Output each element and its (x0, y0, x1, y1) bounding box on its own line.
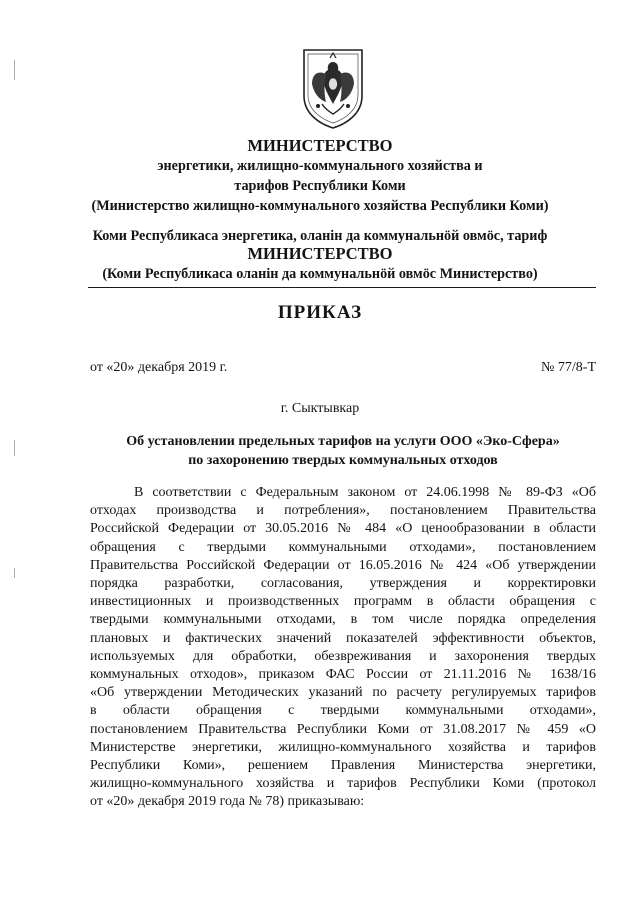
scan-mark (14, 60, 15, 80)
scan-mark (14, 440, 15, 456)
header-divider (88, 287, 596, 288)
ministry-line-2: энергетики, жилищно-коммунального хозяйства и (157, 158, 483, 174)
body-line: В соответствии с Федеральным законом от 24.06.1998 № 89-ФЗ «Об (134, 485, 596, 500)
body-line: от «20» декабря 2019 года № 78) приказываю: (90, 794, 365, 810)
scan-mark (14, 568, 15, 578)
body-line: инвестиционных и производственных программ в области обращения с (90, 594, 596, 610)
body-line: твердыми коммунальными отходами, в том числе порядка определения (90, 612, 596, 628)
document-body (90, 484, 596, 812)
body-line: жилищно-коммунального хозяйства и тарифов Республики Коми (протокол (90, 776, 596, 792)
ministry-line-3: тарифов Республики Коми (234, 178, 406, 194)
body-line: Республики Коми», решением Правления Министерства энергетики, (90, 758, 596, 774)
ministry-line-4: (Министерство жилищно-коммунального хозяйства Республики Коми) (91, 198, 549, 214)
ministry-title: МИНИСТЕРСТВО (247, 136, 393, 155)
body-line: обращения с твердыми коммунальными отходами», постановлением (90, 539, 596, 555)
body-line: Российской Федерации от 30.05.2016 № 484 «О ценообразовании в области (90, 521, 596, 537)
body-line: коммунальных отходов», приказом ФАС России от 21.11.2016 № 1638/16 (90, 667, 596, 683)
body-line: отходах производства и потребления», постановлением Правительства (90, 503, 596, 519)
body-line: Министерстве энергетики, жилищно-коммунального хозяйства и тарифов (90, 739, 596, 755)
body-line: постановлением Правительства Республики Коми от 31.08.2017 № 459 «О (90, 721, 596, 737)
document-subject (90, 432, 596, 470)
body-line: плановых и фактических значений показателей эффективности объектов, (90, 630, 596, 646)
body-line: порядка разработки, согласования, утверждения и корректировки (90, 576, 596, 592)
komi-line-2: МИНИСТЕРСТВО (247, 244, 393, 263)
document-title: ПРИКАЗ (277, 302, 363, 323)
document-city: г. Сыктывкар (280, 401, 360, 416)
document-date: от «20» декабря 2019 г. (90, 360, 228, 375)
document-number: № 77/8-Т (541, 360, 596, 375)
body-line: используемых для обработки, обезвреживания и захоронения твердых (90, 648, 596, 664)
komi-line-3: (Коми Республикаса оланін да коммунальнӧй овмӧс Министерство) (102, 266, 538, 282)
komi-line-1: Коми Республикаса энергетика, оланін да коммунальнӧй овмӧс, тариф (92, 228, 548, 244)
komi-coat-of-arms-icon (300, 44, 366, 130)
body-line: в области обращения с твердыми коммунальными отходами», (90, 703, 596, 719)
subject-line: по захоронению твердых коммунальных отходов (188, 453, 498, 468)
body-line: Правительства Российской Федерации от 16.05.2016 № 424 «Об утверждении (90, 557, 596, 573)
subject-line: Об установлении предельных тарифов на услуги ООО «Эко-Сфера» (126, 434, 560, 449)
body-line: «Об утверждении Методических указаний по расчету регулируемых тарифов (90, 685, 596, 701)
